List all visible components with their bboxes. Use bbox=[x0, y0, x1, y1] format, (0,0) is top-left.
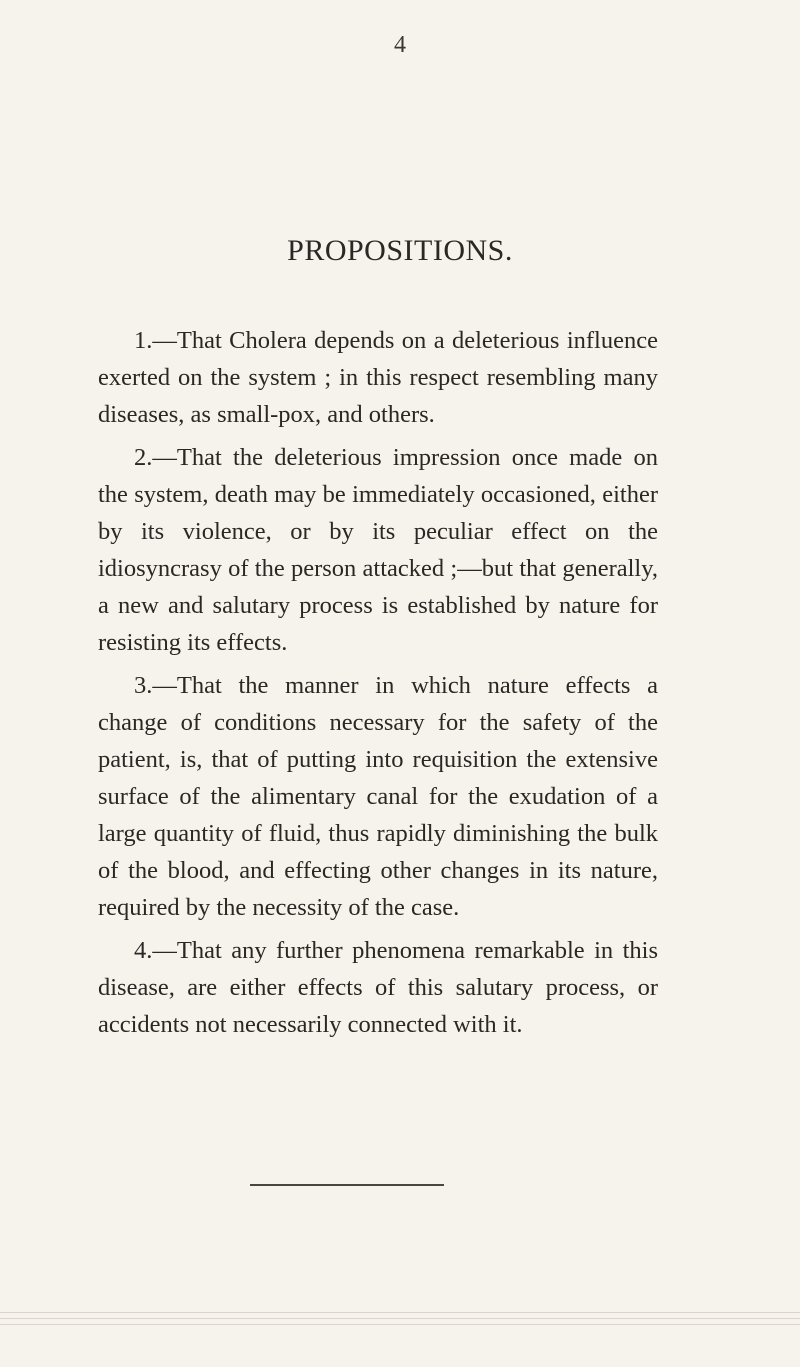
page-number: 4 bbox=[394, 32, 406, 58]
propositions-list bbox=[98, 322, 658, 1049]
page-heading: PROPOSITIONS. bbox=[287, 234, 513, 267]
proposition-2: 2.—That the deleterious impression once made on the system, death may be immediately occasioned, either by its violence, or by its peculiar effect on the idiosyncrasy of the person attacked ;—but that generally, a new and salutary process is established by nature for resisting its effects. bbox=[98, 444, 658, 656]
section-rule bbox=[250, 1184, 444, 1186]
proposition-4: 4.—That any further phenomena remarkable in this disease, are either effects of this salutary process, or accidents not necessarily connected with it. bbox=[98, 937, 658, 1038]
proposition-3: 3.—That the manner in which nature effects a change of conditions necessary for the safety of the patient, is, that of putting into requisition the extensive surface of the alimentary canal for the exudation of a large quantity of fluid, thus rapidly diminishing the bulk of the blood, and effecting other changes in its nature, required by the necessity of the case. bbox=[98, 672, 658, 921]
page-edge-line bbox=[0, 1318, 800, 1319]
page-edge-line bbox=[0, 1324, 800, 1325]
proposition-1: 1.—That Cholera depends on a deleterious influence exerted on the system ; in this respect resembling many diseases, as small-pox, and others. bbox=[98, 327, 658, 428]
page-edge-line bbox=[0, 1312, 800, 1313]
